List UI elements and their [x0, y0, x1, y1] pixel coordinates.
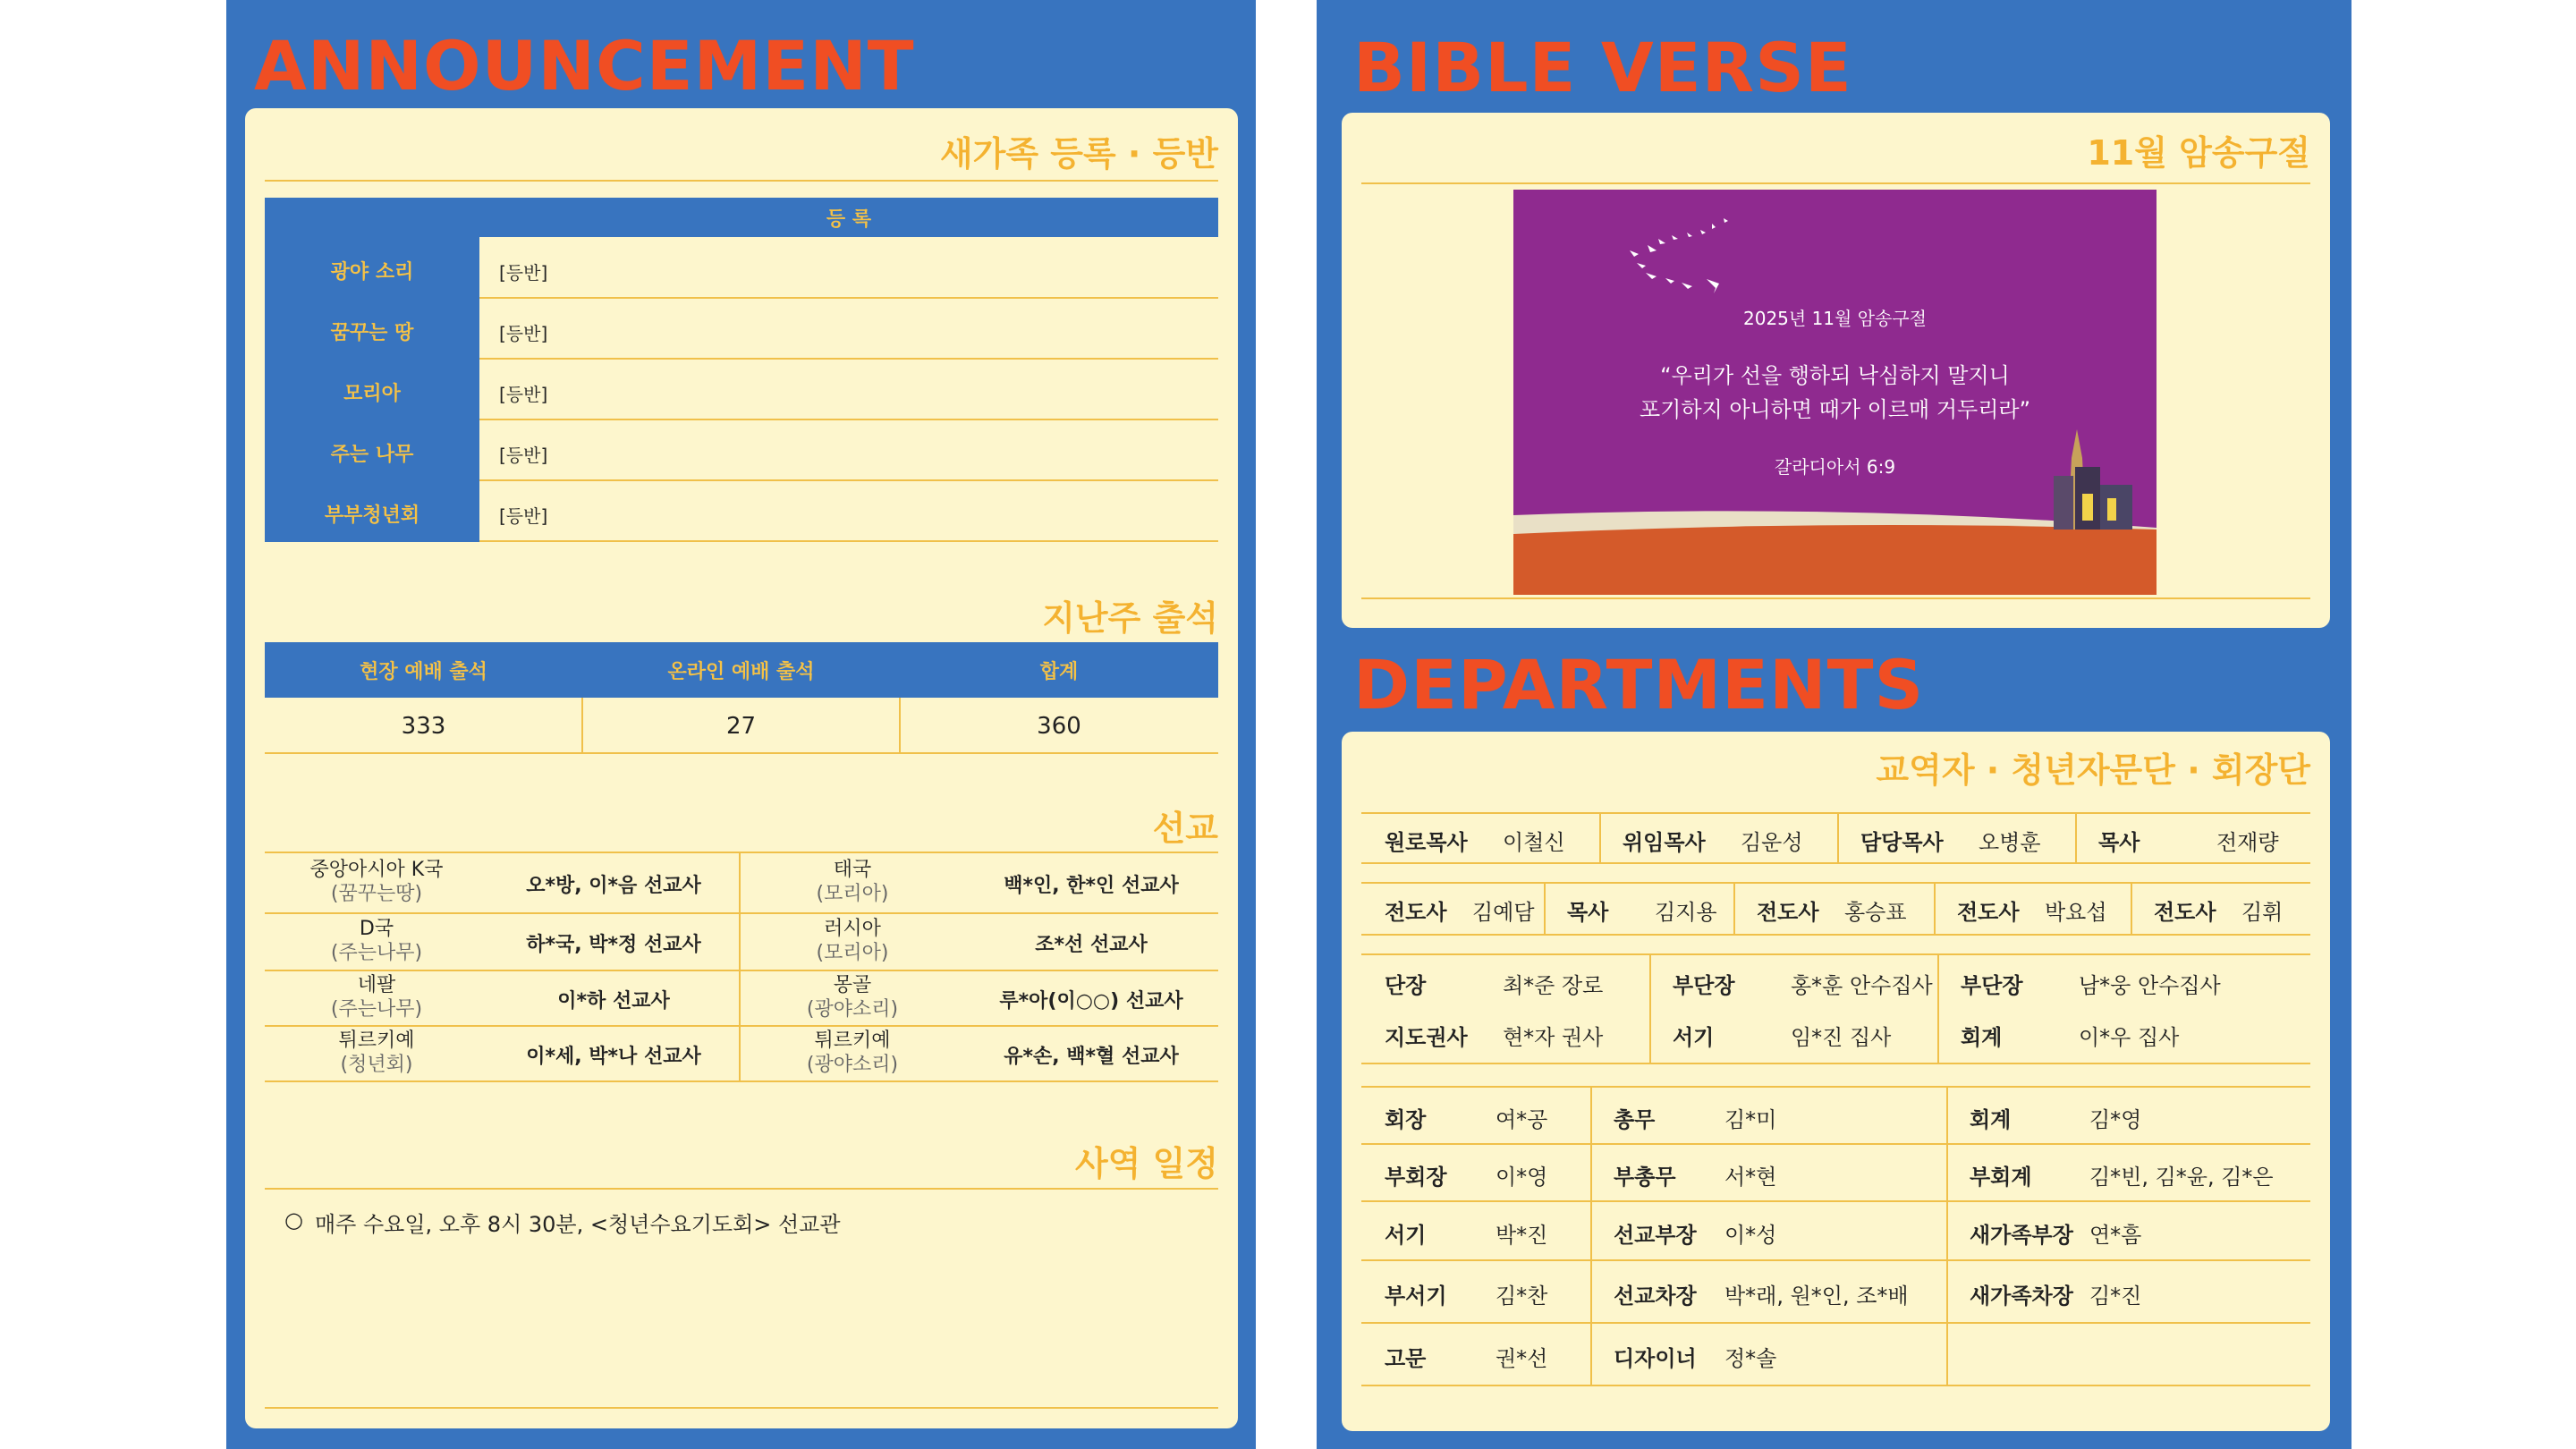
council-title: 부회장 — [1385, 1165, 1447, 1190]
schedule-bullet: ○ — [284, 1208, 303, 1233]
pastor-title: 전도사 — [1757, 900, 1819, 925]
attendance-header-onsite: 현장 예배 출석 — [360, 660, 487, 683]
mission-country-group: (청년회) — [340, 1054, 413, 1076]
pastor-name: 김운성 — [1741, 830, 1803, 855]
registration-group-label: 부부청년회 — [324, 504, 420, 527]
divider — [1361, 1086, 2310, 1088]
ground — [1513, 525, 2157, 595]
divider — [1361, 1322, 2310, 1324]
council-title: 선교부장 — [1614, 1223, 1697, 1248]
divider — [479, 479, 1218, 481]
announcement-card — [245, 108, 1238, 1428]
advisory-title: 서기 — [1673, 1025, 1715, 1050]
mission-missionary: 이*세, 박*나 선교사 — [526, 1046, 701, 1068]
mission-missionary: 유*손, 백*혈 선교사 — [1004, 1046, 1179, 1068]
divider — [265, 912, 1218, 914]
divider — [1590, 1086, 1592, 1385]
verse-caption: 2025년 11월 암송구절 — [1743, 308, 1927, 329]
advisory-title: 부단장 — [1673, 973, 1735, 998]
pastor-name: 김지용 — [1655, 900, 1717, 925]
registration-group-label: 광야 소리 — [330, 261, 414, 284]
council-title: 디자이너 — [1614, 1346, 1697, 1371]
divider — [479, 419, 1218, 420]
schedule-item: 매주 수요일, 오후 8시 30분, <청년수요기도회> 선교관 — [315, 1212, 841, 1237]
divider — [1733, 882, 1735, 934]
mission-title: 선교 — [1152, 809, 1218, 848]
bible-verse-heading: BIBLE VERSE — [1353, 28, 1852, 107]
mission-country-name: D국 — [359, 918, 394, 940]
pastor-name: 홍승표 — [1844, 900, 1907, 925]
verse-reference: 갈라디아서 6:9 — [1774, 456, 1896, 478]
memory-verse-title: 11월 암송구절 — [2087, 133, 2310, 173]
advisory-title: 회계 — [1961, 1025, 2003, 1050]
divider — [265, 1188, 1218, 1190]
registration-group-label: 꿈꾸는 땅 — [330, 322, 414, 344]
divider — [265, 1080, 1218, 1082]
pastor-name: 김예담 — [1472, 900, 1535, 925]
council-title: 총무 — [1614, 1107, 1656, 1132]
mission-country — [265, 917, 488, 965]
council-title: 새가족부장 — [1970, 1223, 2073, 1248]
birds-icon — [1630, 218, 1728, 293]
council-name: 이*성 — [1724, 1223, 1777, 1248]
verse-line-1: “우리가 선을 행하되 낙심하지 말지니 — [1660, 363, 2010, 388]
mission-country-name: 태국 — [833, 859, 872, 881]
council-name: 서*현 — [1724, 1165, 1777, 1190]
council-title: 선교차장 — [1614, 1284, 1697, 1309]
church-icon — [2054, 429, 2132, 530]
divider — [1361, 953, 2310, 955]
mission-missionary: 이*하 선교사 — [557, 990, 670, 1013]
pastor-name: 오병훈 — [1979, 830, 2041, 855]
mission-country-group: (모리아) — [816, 942, 889, 964]
council-name: 김*미 — [1724, 1107, 1777, 1132]
pastor-title: 목사 — [1567, 900, 1609, 925]
council-name: 김*영 — [2089, 1107, 2142, 1132]
council-title: 회장 — [1385, 1107, 1427, 1132]
divider — [1361, 812, 2310, 814]
attendance-total-value: 360 — [1037, 713, 1081, 740]
council-name: 김*찬 — [1496, 1284, 1548, 1309]
council-name: 김*빈, 김*윤, 김*은 — [2089, 1165, 2274, 1190]
divider — [1361, 597, 2310, 599]
council-title: 부회계 — [1970, 1165, 2032, 1190]
divider — [1361, 882, 2310, 884]
council-name: 여*공 — [1496, 1107, 1548, 1132]
registration-title: 새가족 등록 · 등반 — [939, 134, 1218, 174]
council-title: 회계 — [1970, 1107, 2012, 1132]
mission-country — [741, 858, 964, 906]
departments-heading: DEPARTMENTS — [1353, 645, 1925, 724]
registration-status: [등반] — [499, 384, 548, 405]
attendance-onsite-value: 333 — [401, 713, 446, 740]
mission-country-name: 네팔 — [357, 974, 396, 996]
divider — [265, 1025, 1218, 1027]
mission-country-group: (주는나무) — [330, 998, 423, 1021]
divider — [265, 752, 1218, 754]
advisory-name: 홍*훈 안수집사 — [1791, 973, 1933, 998]
council-name: 정*솔 — [1724, 1346, 1777, 1371]
divider — [479, 297, 1218, 299]
mission-country-group: (광야소리) — [806, 998, 899, 1021]
mission-missionary: 백*인, 한*인 선교사 — [1004, 875, 1179, 897]
pastor-name: 박요섭 — [2045, 900, 2107, 925]
mission-missionary: 루*아(이○○) 선교사 — [999, 990, 1183, 1013]
divider — [1361, 934, 2310, 936]
mission-country-name: 튀르키예 — [814, 1030, 891, 1052]
mission-country — [265, 973, 488, 1021]
pastor-title: 전도사 — [2154, 900, 2216, 925]
registration-status: [등반] — [499, 505, 548, 527]
mission-country-group: (광야소리) — [806, 1054, 899, 1076]
mission-country-group: (모리아) — [816, 883, 889, 905]
divider — [1361, 182, 2310, 184]
mission-country-name: 중앙아시아 K국 — [309, 859, 444, 881]
council-name: 박*래, 원*인, 조*배 — [1724, 1284, 1909, 1309]
registration-status: [등반] — [499, 262, 548, 284]
divider — [265, 180, 1218, 182]
divider — [1544, 882, 1546, 934]
mission-country — [265, 1029, 488, 1077]
divider — [581, 698, 583, 753]
advisory-title: 지도권사 — [1385, 1025, 1468, 1050]
registration-header-label: 등 록 — [826, 208, 872, 231]
pastor-title: 위임목사 — [1623, 830, 1706, 855]
divider — [479, 540, 1218, 542]
pastor-title: 전도사 — [1957, 900, 2020, 925]
council-name: 김*진 — [2089, 1284, 2142, 1309]
divider — [1934, 882, 1936, 934]
registration-group-label: 모리아 — [343, 383, 401, 405]
bible-departments-panel — [1317, 0, 2351, 1449]
mission-country — [741, 973, 964, 1021]
council-name: 이*영 — [1496, 1165, 1548, 1190]
council-name: 박*진 — [1496, 1223, 1548, 1248]
mission-country-name: 튀르키예 — [338, 1030, 415, 1052]
divider — [265, 1407, 1218, 1409]
divider — [1361, 1063, 2310, 1064]
council-title: 부서기 — [1385, 1284, 1447, 1309]
pastor-name: 전재량 — [2216, 830, 2279, 855]
registration-status: [등반] — [499, 323, 548, 344]
schedule-title: 사역 일정 — [1074, 1144, 1218, 1183]
council-name: 연*흠 — [2089, 1223, 2142, 1248]
mission-country-name: 몽골 — [833, 974, 872, 996]
council-title: 부총무 — [1614, 1165, 1676, 1190]
verse-image — [1513, 190, 2157, 595]
attendance-title: 지난주 출석 — [1042, 598, 1218, 638]
divider — [899, 698, 901, 753]
divider — [1837, 812, 1839, 862]
advisory-name: 최*준 장로 — [1503, 973, 1604, 998]
divider — [479, 358, 1218, 360]
registration-status: [등반] — [499, 445, 548, 466]
advisory-name: 이*우 집사 — [2079, 1025, 2180, 1050]
registration-group-label: 주는 나무 — [330, 444, 414, 466]
council-name: 권*선 — [1496, 1346, 1548, 1371]
advisory-name: 현*자 권사 — [1503, 1025, 1604, 1050]
attendance-header — [265, 642, 1218, 698]
mission-country-group: (꿈꾸는땅) — [330, 883, 423, 905]
mission-country — [265, 858, 488, 906]
attendance-online-value: 27 — [725, 713, 757, 740]
bible-card — [1342, 113, 2330, 628]
divider — [265, 852, 1218, 853]
divider — [2131, 882, 2132, 934]
advisory-title: 부단장 — [1961, 973, 2023, 998]
mission-country — [741, 917, 964, 965]
advisory-title: 단장 — [1385, 973, 1427, 998]
registration-header — [265, 198, 1218, 237]
divider — [1937, 953, 1939, 1063]
divider — [265, 970, 1218, 971]
announcement-heading: ANNOUNCEMENT — [254, 26, 915, 106]
divider — [1361, 862, 2310, 864]
divider — [1361, 1143, 2310, 1145]
council-title: 서기 — [1385, 1223, 1427, 1248]
announcement-panel — [226, 0, 1256, 1449]
departments-card — [1342, 732, 2330, 1431]
council-title: 고문 — [1385, 1346, 1427, 1371]
mission-missionary: 오*방, 이*음 선교사 — [526, 875, 701, 897]
mission-country-group: (주는나무) — [330, 942, 423, 964]
pastor-title: 원로목사 — [1385, 830, 1468, 855]
attendance-header-total: 합계 — [1039, 660, 1079, 683]
mission-missionary: 조*선 선교사 — [1035, 934, 1148, 956]
advisory-name: 임*진 집사 — [1791, 1025, 1892, 1050]
divider — [1599, 812, 1601, 862]
divider — [1361, 1259, 2310, 1261]
verse-line-2: 포기하지 아니하면 때가 이르매 거두리라” — [1639, 397, 2031, 422]
advisory-name: 남*웅 안수집사 — [2079, 973, 2221, 998]
mission-missionary: 하*국, 박*정 선교사 — [526, 934, 701, 956]
divider — [1361, 1200, 2310, 1202]
mission-country — [741, 1029, 964, 1077]
divider — [1946, 1086, 1948, 1385]
mission-country-name: 러시아 — [824, 918, 881, 940]
divider — [1361, 1385, 2310, 1386]
divider — [2075, 812, 2077, 862]
pastor-name: 김휘 — [2241, 900, 2284, 925]
council-title: 새가족차장 — [1970, 1284, 2073, 1309]
pastor-title: 담당목사 — [1860, 830, 1944, 855]
pastor-title: 전도사 — [1385, 900, 1447, 925]
departments-title: 교역자 · 청년자문단 · 회장단 — [1876, 750, 2310, 790]
pastor-title: 목사 — [2098, 830, 2140, 855]
divider — [1649, 953, 1651, 1063]
attendance-header-online: 온라인 예배 출석 — [667, 660, 815, 683]
pastor-name: 이철신 — [1503, 830, 1565, 855]
